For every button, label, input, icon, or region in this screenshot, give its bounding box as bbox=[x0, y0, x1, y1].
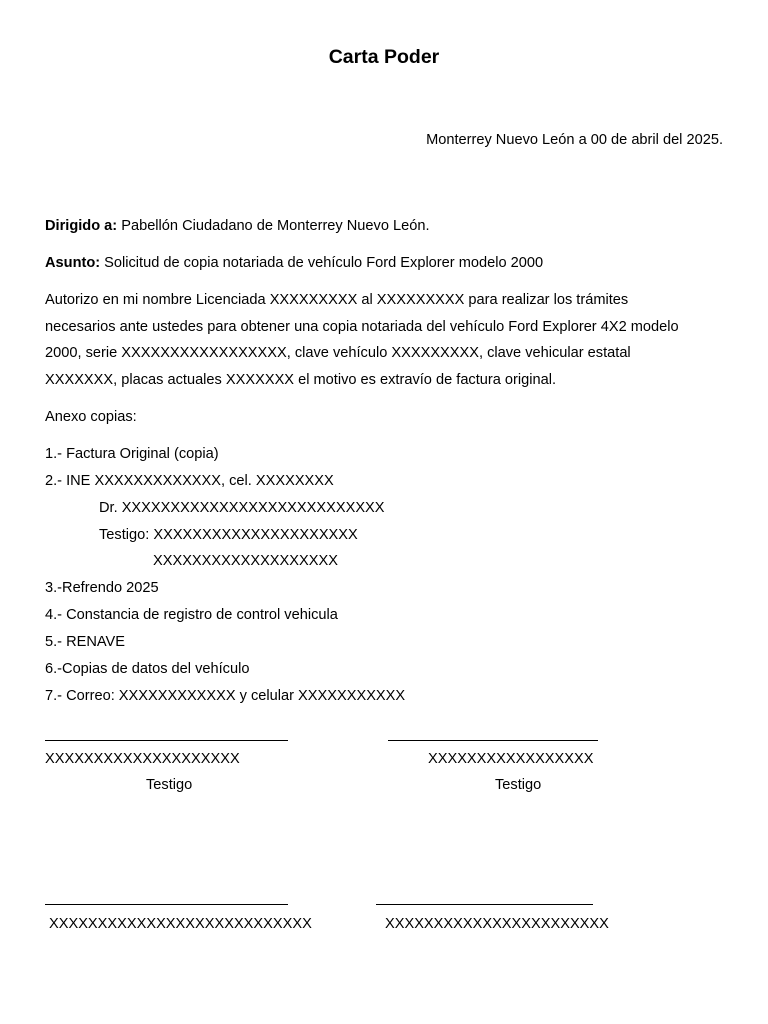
subject-label: Asunto: bbox=[45, 255, 101, 271]
body-line-1: Autorizo en mi nombre Licenciada XXXXXXXXX al XXXXXXXXX para realizar los trámites bbox=[45, 292, 629, 308]
document-title: Carta Poder bbox=[328, 46, 440, 68]
body-line-4: XXXXXXX, placas actuales XXXXXXX el motivo es extravío de factura original. bbox=[45, 372, 557, 388]
witness-right-role: Testigo bbox=[495, 777, 542, 793]
subject-line bbox=[45, 255, 543, 271]
addressee-line bbox=[45, 218, 430, 234]
annex-item: 4.- Constancia de registro de control vehicula bbox=[45, 607, 338, 623]
date-line: Monterrey Nuevo León a 00 de abril del 2025. bbox=[426, 132, 723, 148]
annex-item: 6.-Copias de datos del vehículo bbox=[45, 661, 250, 677]
annex-item: 3.-Refrendo 2025 bbox=[45, 580, 159, 596]
annex-item: 5.- RENAVE bbox=[45, 634, 126, 650]
addressee-value: Pabellón Ciudadano de Monterrey Nuevo León. bbox=[117, 218, 430, 234]
subject-value: Solicitud de copia notariada de vehículo Ford Explorer modelo 2000 bbox=[100, 255, 544, 271]
signature-line-bottom-left bbox=[45, 904, 288, 905]
annex-heading: Anexo copias: bbox=[45, 409, 137, 425]
witness-right-name: XXXXXXXXXXXXXXXXX bbox=[428, 751, 594, 767]
annex-item: Dr. XXXXXXXXXXXXXXXXXXXXXXXXXXX bbox=[99, 500, 385, 516]
annex-item: 7.- Correo: XXXXXXXXXXXX y celular XXXXXXXXXXX bbox=[45, 688, 406, 704]
signature-line-witness-left bbox=[45, 740, 288, 741]
annex-item: 2.- INE XXXXXXXXXXXXX, cel. XXXXXXXX bbox=[45, 473, 334, 489]
signature-line-witness-right bbox=[388, 740, 598, 741]
annex-item: Testigo: XXXXXXXXXXXXXXXXXXXXX bbox=[99, 527, 358, 543]
signature-line-bottom-right bbox=[376, 904, 593, 905]
bottom-right-name: XXXXXXXXXXXXXXXXXXXXXXX bbox=[385, 916, 609, 932]
witness-left-role: Testigo bbox=[146, 777, 193, 793]
body-line-2: necesarios ante ustedes para obtener una copia notariada del vehículo Ford Explorer 4X2 modelo bbox=[45, 319, 679, 335]
annex-item: XXXXXXXXXXXXXXXXXXX bbox=[153, 553, 338, 569]
addressee-label: Dirigido a: bbox=[45, 218, 118, 234]
witness-left-name: XXXXXXXXXXXXXXXXXXXX bbox=[45, 751, 240, 767]
body-line-3: 2000, serie XXXXXXXXXXXXXXXXX, clave vehículo XXXXXXXXX, clave vehicular estatal bbox=[45, 345, 631, 361]
bottom-left-name: XXXXXXXXXXXXXXXXXXXXXXXXXXX bbox=[49, 916, 312, 932]
annex-item: 1.- Factura Original (copia) bbox=[45, 446, 219, 462]
